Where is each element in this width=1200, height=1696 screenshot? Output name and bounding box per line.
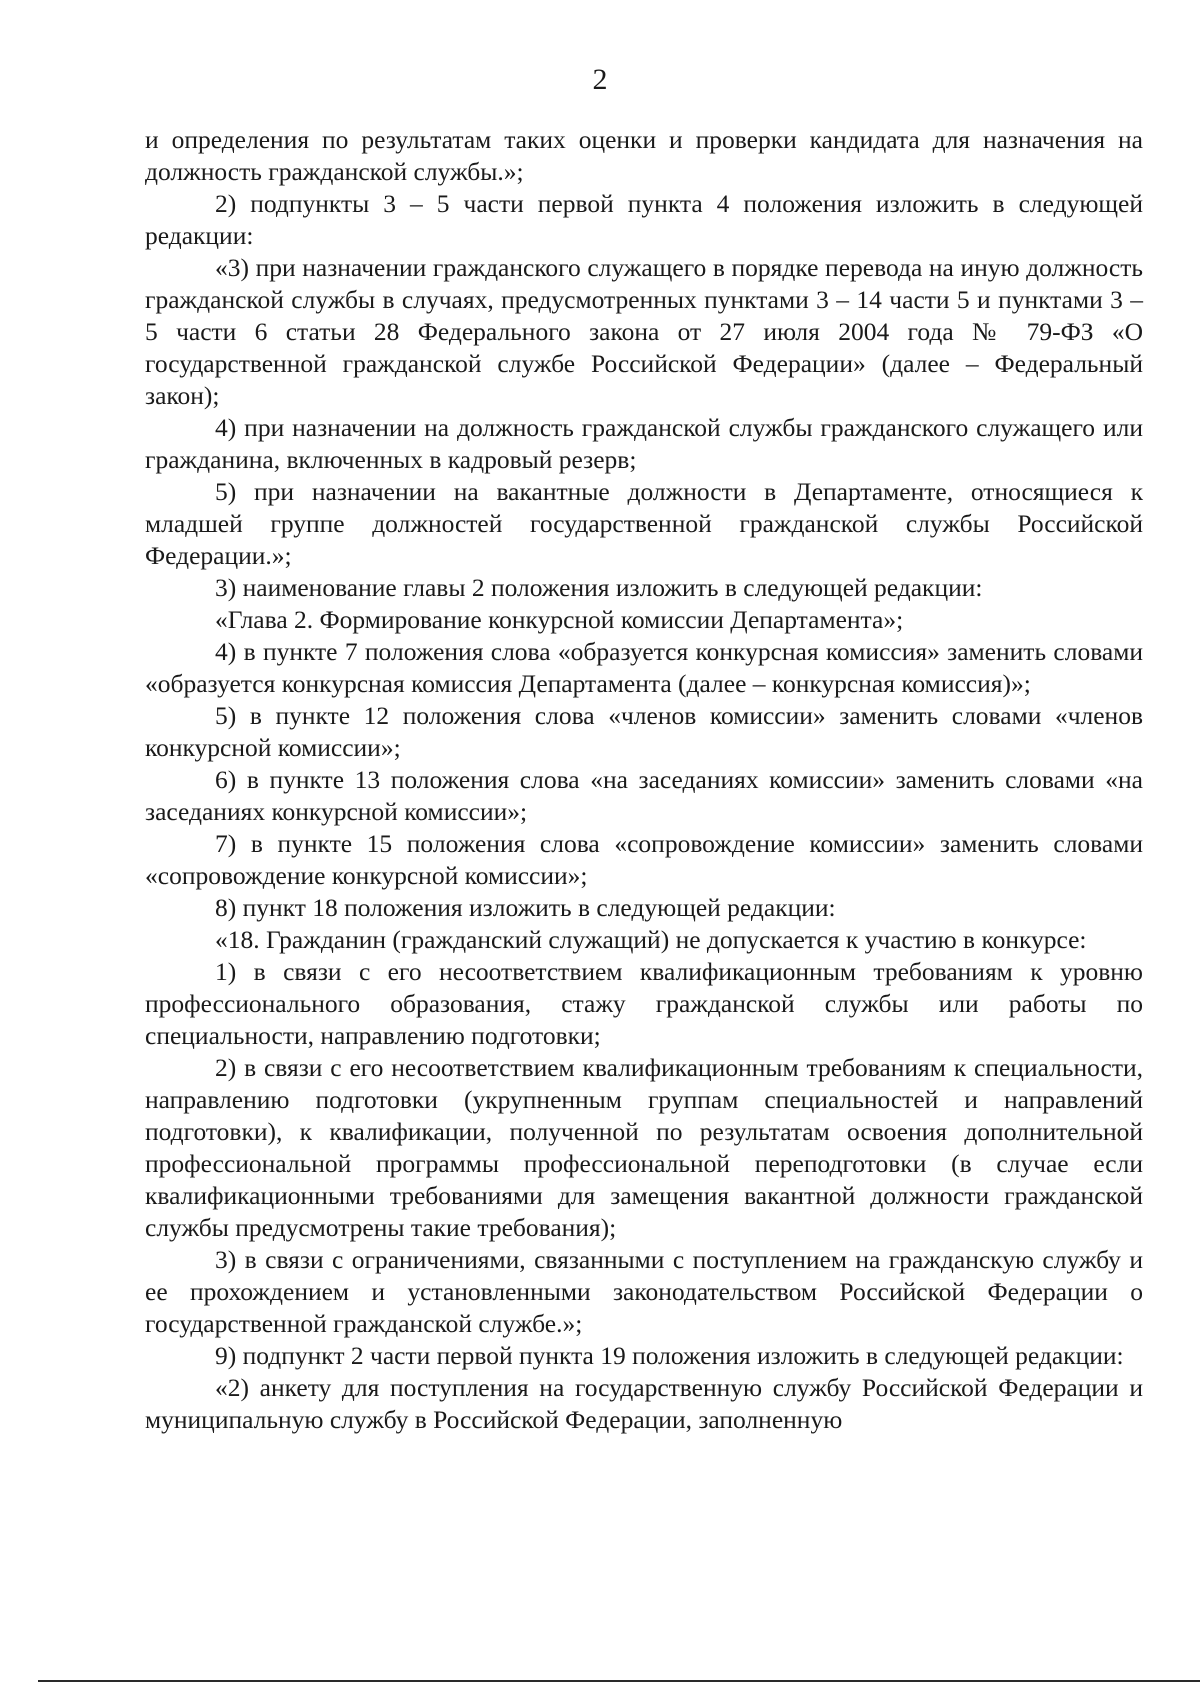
page-number: 2	[592, 63, 608, 96]
paragraph-amendment-8: 8) пункт 18 положения изложить в следующей редакции:	[215, 893, 836, 922]
paragraph-continuation: и определения по результатам таких оценки и проверки кандидата для назначения на должность гражданской службы.»;	[145, 125, 1143, 186]
paragraph-subitem-3: «3) при назначении гражданского служащего в порядке перевода на иную должность гражданской службы в случаях, предусмотренных пунктами 3 – 14 части 5 и пунктами 3 – 5 части 6 статьи 28 Федерального закона от 27 июля 2004 года № 79-ФЗ «О государственной гражданской службе Российской Федерации» (далее – Федеральный закон);	[145, 253, 1143, 410]
paragraph-amendment-3: 3) наименование главы 2 положения изложить в следующей редакции:	[215, 573, 983, 602]
paragraph-point-18: «18. Гражданин (гражданский служащий) не допускается к участию в конкурсе:	[215, 925, 1087, 954]
paragraph-subitem-4: 4) при назначении на должность гражданской службы гражданского служащего или гражданина, включенных в кадровый резерв;	[145, 413, 1143, 474]
paragraph-amendment-6: 6) в пункте 13 положения слова «на заседаниях комиссии» заменить словами «на заседаниях конкурсной комиссии»;	[145, 765, 1143, 826]
paragraph-amendment-9: 9) подпункт 2 части первой пункта 19 положения изложить в следующей редакции:	[215, 1341, 1124, 1370]
paragraph-amendment-4: 4) в пункте 7 положения слова «образуется конкурсная комиссия» заменить словами «образуется конкурсная комиссия Департамента (далее – конкурсная комиссия)»;	[145, 637, 1143, 698]
paragraph-point-18-item-2: 2) в связи с его несоответствием квалификационным требованиям к специальности, направлению подготовки (укрупненным группам специальностей и направлений подготовки), к квалификации, полученной по результатам освоения дополнительной профессиональной программы профессиональной переподготовки (в случае если квалификационными требованиями для замещения вакантной должности гражданской службы предусмотрены такие требования);	[145, 1053, 1143, 1242]
document-body	[145, 124, 1143, 1436]
paragraph-amendment-5: 5) в пункте 12 положения слова «членов комиссии» заменить словами «членов конкурсной комиссии»;	[145, 701, 1143, 762]
paragraph-point-18-item-3: 3) в связи с ограничениями, связанными с поступлением на гражданскую службу и ее прохождением и установленными законодательством Российской Федерации о государственной гражданской службе.»;	[145, 1245, 1143, 1338]
paragraph-amendment-2: 2) подпункты 3 – 5 части первой пункта 4 положения изложить в следующей редакции:	[145, 189, 1143, 250]
paragraph-point-18-item-1: 1) в связи с его несоответствием квалификационным требованиям к уровню профессионального образования, стажу гражданской службы или работы по специальности, направлению подготовки;	[145, 957, 1143, 1050]
paragraph-amendment-7: 7) в пункте 15 положения слова «сопровождение комиссии» заменить словами «сопровождение конкурсной комиссии»;	[145, 829, 1143, 890]
paragraph-subitem-2-questionnaire: «2) анкету для поступления на государственную службу Российской Федерации и муниципальную службу в Российской Федерации, заполненную	[145, 1373, 1143, 1434]
paragraph-chapter-title: «Глава 2. Формирование конкурсной комиссии Департамента»;	[215, 605, 904, 634]
bottom-rule-divider	[38, 1680, 1200, 1682]
paragraph-subitem-5: 5) при назначении на вакантные должности в Департаменте, относящиеся к младшей группе должностей государственной гражданской службы Российской Федерации.»;	[145, 477, 1143, 570]
